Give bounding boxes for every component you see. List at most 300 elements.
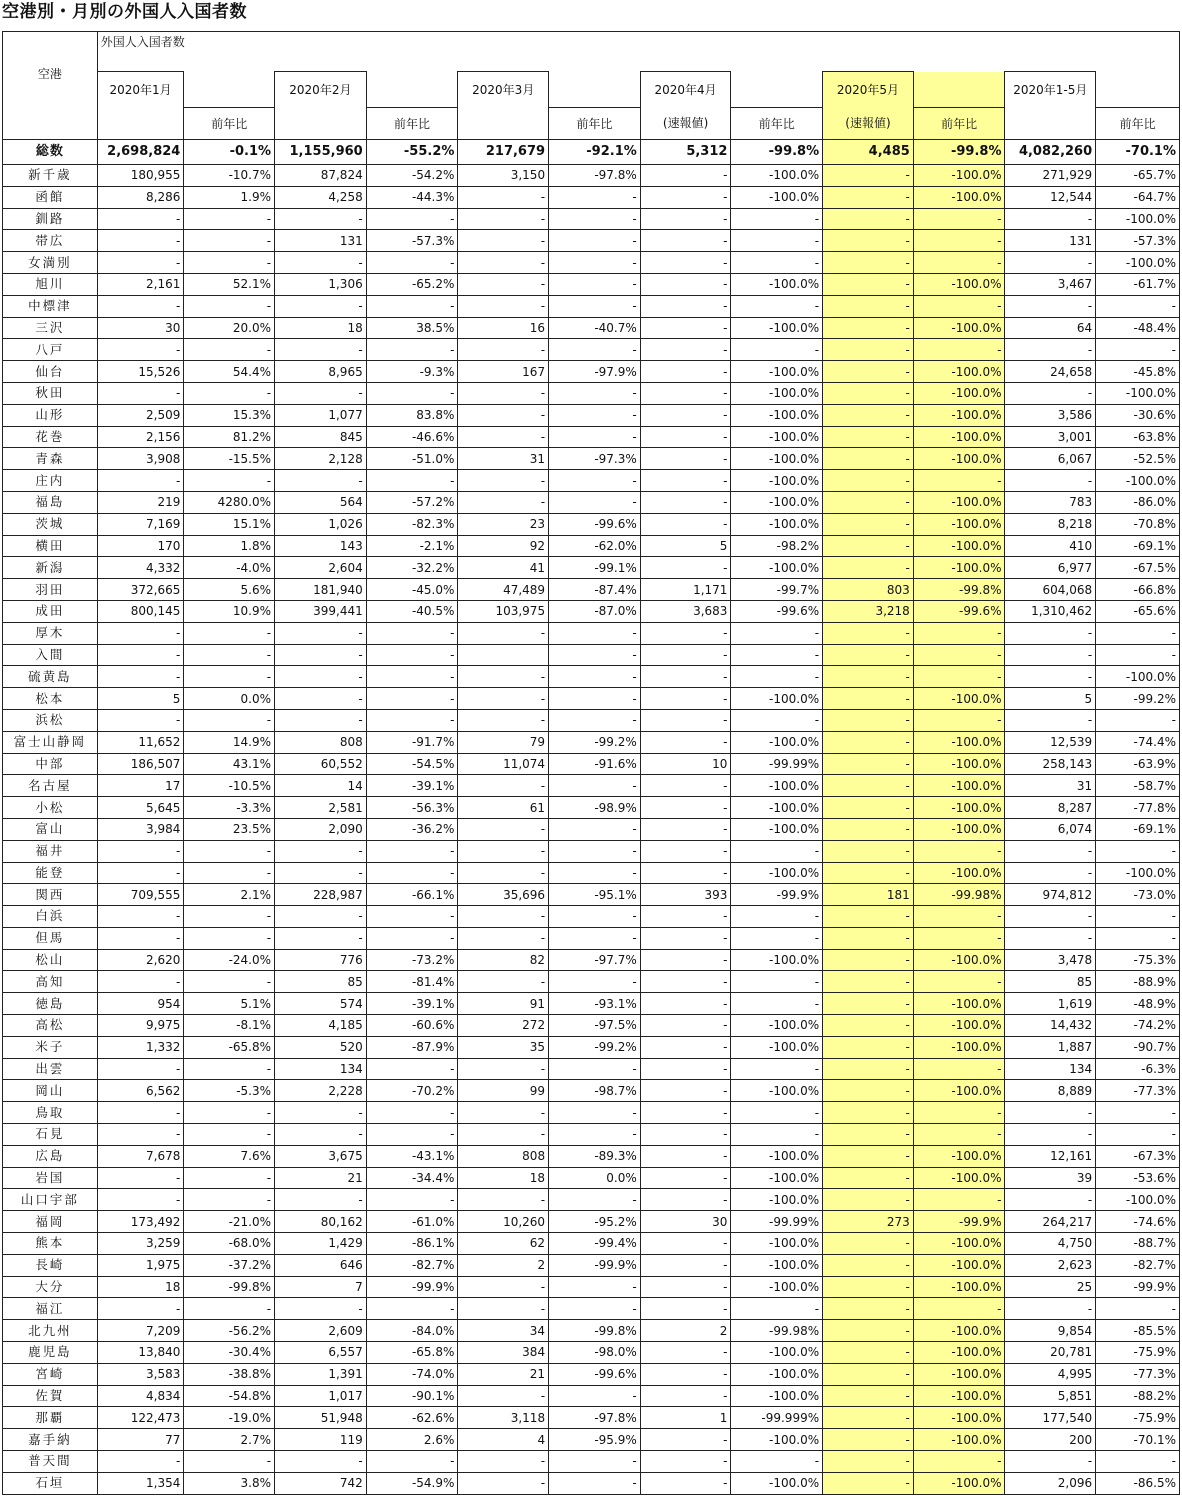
table-cell: - xyxy=(823,165,914,187)
table-cell: - xyxy=(1005,252,1096,274)
table-row xyxy=(3,688,1180,710)
total-cell: 5,312 xyxy=(640,140,731,165)
table-cell: -45.0% xyxy=(366,579,458,601)
table-cell: -54.8% xyxy=(184,1385,275,1407)
table-cell: 5,645 xyxy=(97,797,184,819)
table-cell: -65.6% xyxy=(1096,600,1180,622)
table-cell: - xyxy=(640,688,731,710)
airport-name: 福井 xyxy=(3,840,98,862)
airport-name: 能登 xyxy=(3,862,98,884)
table-cell: -100.0% xyxy=(913,1385,1005,1407)
table-cell: - xyxy=(275,927,367,949)
table-cell: 1.8% xyxy=(184,535,275,557)
table-cell: - xyxy=(366,208,458,230)
table-cell: -98.9% xyxy=(549,797,641,819)
table-cell: - xyxy=(366,927,458,949)
table-cell: - xyxy=(549,644,641,666)
table-cell: 410 xyxy=(1005,535,1096,557)
table-cell: - xyxy=(640,382,731,404)
table-cell: -97.3% xyxy=(549,448,641,470)
table-cell: 5 xyxy=(1005,688,1096,710)
table-cell: 79 xyxy=(458,731,549,753)
table-cell: - xyxy=(275,666,367,688)
table-cell: - xyxy=(1005,339,1096,361)
total-cell: 217,679 xyxy=(458,140,549,165)
table-cell: - xyxy=(458,404,549,426)
table-cell: -100.0% xyxy=(913,1254,1005,1276)
table-cell: - xyxy=(458,491,549,513)
table-cell: -30.6% xyxy=(1096,404,1180,426)
airport-name: 岡山 xyxy=(3,1080,98,1102)
table-row xyxy=(3,1058,1180,1080)
table-cell: -100.0% xyxy=(731,1342,823,1364)
table-cell: 2,090 xyxy=(275,818,367,840)
month-header-1: 2020年1月 xyxy=(97,72,184,108)
table-cell: 8,965 xyxy=(275,361,367,383)
table-cell: 3,683 xyxy=(640,600,731,622)
table-cell: - xyxy=(549,775,641,797)
table-cell: - xyxy=(275,622,367,644)
table-cell: - xyxy=(640,1254,731,1276)
table-cell: 122,473 xyxy=(97,1407,184,1429)
table-cell: 393 xyxy=(640,884,731,906)
table-cell: 1.9% xyxy=(184,186,275,208)
table-cell: 31 xyxy=(458,448,549,470)
table-cell: - xyxy=(458,818,549,840)
total-cell: -70.1% xyxy=(1096,140,1180,165)
table-cell: - xyxy=(823,252,914,274)
table-cell: -100.0% xyxy=(913,1015,1005,1037)
airport-name: 普天間 xyxy=(3,1451,98,1473)
table-cell: -21.0% xyxy=(184,1211,275,1233)
table-cell: - xyxy=(823,971,914,993)
table-cell: - xyxy=(184,622,275,644)
table-row xyxy=(3,1080,1180,1102)
airport-name: 鳥取 xyxy=(3,1102,98,1124)
table-cell: - xyxy=(1005,1102,1096,1124)
table-cell: -6.3% xyxy=(1096,1058,1180,1080)
table-cell: - xyxy=(1096,644,1180,666)
table-row xyxy=(3,818,1180,840)
yoy-header-5: 前年比 xyxy=(913,108,1005,140)
table-cell: - xyxy=(640,252,731,274)
table-row xyxy=(3,1124,1180,1146)
table-cell: 39 xyxy=(1005,1167,1096,1189)
table-cell: 12,544 xyxy=(1005,186,1096,208)
table-cell: - xyxy=(184,1167,275,1189)
table-cell: - xyxy=(549,339,641,361)
table-cell: 11,652 xyxy=(97,731,184,753)
table-cell: - xyxy=(97,906,184,928)
table-cell: 35,696 xyxy=(458,884,549,906)
table-cell: -100.0% xyxy=(913,382,1005,404)
table-cell: -100.0% xyxy=(731,317,823,339)
table-row xyxy=(3,1320,1180,1342)
table-cell: - xyxy=(823,709,914,731)
table-cell: 3,478 xyxy=(1005,949,1096,971)
table-cell: - xyxy=(184,1451,275,1473)
table-cell: - xyxy=(913,1124,1005,1146)
table-cell: 974,812 xyxy=(1005,884,1096,906)
table-cell: -99.1% xyxy=(549,557,641,579)
table-cell: - xyxy=(549,295,641,317)
table-cell: - xyxy=(458,1276,549,1298)
table-cell: - xyxy=(640,339,731,361)
table-row xyxy=(3,230,1180,252)
page-title: 空港別・月別の外国人入国者数 xyxy=(2,2,247,22)
total-cell: -99.8% xyxy=(731,140,823,165)
table-row xyxy=(3,1298,1180,1320)
table-cell: 24,658 xyxy=(1005,361,1096,383)
table-cell: - xyxy=(823,622,914,644)
table-cell: - xyxy=(549,426,641,448)
table-cell: - xyxy=(823,731,914,753)
table-cell: - xyxy=(275,1124,367,1146)
table-cell: - xyxy=(1005,666,1096,688)
table-cell: -100.0% xyxy=(913,753,1005,775)
airport-name: 新千歳 xyxy=(3,165,98,187)
table-cell: -54.5% xyxy=(366,753,458,775)
table-cell: -100.0% xyxy=(913,1036,1005,1058)
table-cell: 2,128 xyxy=(275,448,367,470)
total-row xyxy=(3,140,1180,165)
table-cell: 3,001 xyxy=(1005,426,1096,448)
table-cell: -98.0% xyxy=(549,1342,641,1364)
table-cell: - xyxy=(458,273,549,295)
table-row xyxy=(3,252,1180,274)
table-cell: - xyxy=(458,688,549,710)
table-cell: - xyxy=(640,1429,731,1451)
table-row xyxy=(3,906,1180,928)
table-cell: 12,161 xyxy=(1005,1145,1096,1167)
table-cell: - xyxy=(1096,1298,1180,1320)
table-cell: -57.2% xyxy=(366,491,458,513)
table-cell: - xyxy=(823,295,914,317)
table-cell: 12,539 xyxy=(1005,731,1096,753)
table-cell: - xyxy=(1005,208,1096,230)
table-cell: - xyxy=(640,208,731,230)
table-cell: - xyxy=(458,1189,549,1211)
airport-name: 松本 xyxy=(3,688,98,710)
table-cell: -73.2% xyxy=(366,949,458,971)
table-cell: - xyxy=(97,252,184,274)
table-cell: - xyxy=(731,927,823,949)
airport-name: 山口宇部 xyxy=(3,1189,98,1211)
table-cell: 2.1% xyxy=(184,884,275,906)
table-cell: 808 xyxy=(458,1145,549,1167)
table-cell: -98.7% xyxy=(549,1080,641,1102)
table-cell: - xyxy=(640,993,731,1015)
table-cell: - xyxy=(1005,295,1096,317)
table-cell: 742 xyxy=(275,1472,367,1494)
table-cell: - xyxy=(549,273,641,295)
sub-header-total xyxy=(1005,108,1096,140)
table-cell: -100.0% xyxy=(913,317,1005,339)
table-row xyxy=(3,295,1180,317)
table-cell: -100.0% xyxy=(731,404,823,426)
table-cell: 15.3% xyxy=(184,404,275,426)
table-cell: - xyxy=(184,971,275,993)
table-cell: -100.0% xyxy=(913,273,1005,295)
table-row xyxy=(3,927,1180,949)
table-cell: - xyxy=(823,1407,914,1429)
table-cell: -64.7% xyxy=(1096,186,1180,208)
table-row xyxy=(3,361,1180,383)
table-cell: 10,260 xyxy=(458,1211,549,1233)
table-cell: - xyxy=(184,1058,275,1080)
month-header-spacer-4 xyxy=(731,72,823,108)
table-cell: -19.0% xyxy=(184,1407,275,1429)
table-cell: - xyxy=(366,840,458,862)
table-cell: -100.0% xyxy=(1096,1189,1180,1211)
table-cell: -100.0% xyxy=(731,165,823,187)
table-cell: 167 xyxy=(458,361,549,383)
table-cell: -99.99% xyxy=(731,1211,823,1233)
table-cell: -99.9% xyxy=(1096,1276,1180,1298)
table-cell: - xyxy=(549,491,641,513)
table-cell: - xyxy=(823,1363,914,1385)
table-cell: -10.5% xyxy=(184,775,275,797)
table-row xyxy=(3,1385,1180,1407)
table-cell: 103,975 xyxy=(458,600,549,622)
table-cell: - xyxy=(275,252,367,274)
table-cell: 31 xyxy=(1005,775,1096,797)
table-cell: -97.5% xyxy=(549,1015,641,1037)
sub-header-1 xyxy=(97,108,184,140)
table-cell: - xyxy=(640,186,731,208)
table-row xyxy=(3,644,1180,666)
table-cell: 1,306 xyxy=(275,273,367,295)
table-cell: 173,492 xyxy=(97,1211,184,1233)
table-cell: 1,354 xyxy=(97,1472,184,1494)
table-cell: -100.0% xyxy=(913,818,1005,840)
table-cell: 119 xyxy=(275,1429,367,1451)
table-cell: - xyxy=(1096,1102,1180,1124)
table-cell: - xyxy=(549,840,641,862)
table-cell: - xyxy=(731,1102,823,1124)
table-cell: -100.0% xyxy=(913,1145,1005,1167)
table-row xyxy=(3,513,1180,535)
airport-name: 那覇 xyxy=(3,1407,98,1429)
table-cell: - xyxy=(549,906,641,928)
table-cell: -100.0% xyxy=(913,688,1005,710)
table-cell: - xyxy=(549,622,641,644)
table-cell: - xyxy=(275,470,367,492)
table-cell: -100.0% xyxy=(1096,862,1180,884)
table-cell: - xyxy=(640,404,731,426)
table-cell: - xyxy=(731,1298,823,1320)
table-cell: -54.2% xyxy=(366,165,458,187)
table-cell: - xyxy=(823,208,914,230)
table-cell: - xyxy=(731,709,823,731)
table-cell: - xyxy=(823,862,914,884)
table-cell: 574 xyxy=(275,993,367,1015)
table-cell: - xyxy=(1005,622,1096,644)
table-row xyxy=(3,884,1180,906)
table-cell: 20.0% xyxy=(184,317,275,339)
airport-name: 成田 xyxy=(3,600,98,622)
table-cell: 5 xyxy=(640,535,731,557)
table-cell: 43.1% xyxy=(184,753,275,775)
table-cell: - xyxy=(184,295,275,317)
airport-name: 硫黄島 xyxy=(3,666,98,688)
table-cell: 1 xyxy=(640,1407,731,1429)
table-cell: - xyxy=(823,339,914,361)
airport-name: 佐賀 xyxy=(3,1385,98,1407)
table-cell: -63.8% xyxy=(1096,426,1180,448)
table-cell: 21 xyxy=(275,1167,367,1189)
table-cell: - xyxy=(640,1233,731,1255)
table-cell: - xyxy=(275,644,367,666)
table-cell: - xyxy=(823,1254,914,1276)
airport-name: 三沢 xyxy=(3,317,98,339)
table-cell: -100.0% xyxy=(913,1320,1005,1342)
table-cell: - xyxy=(823,557,914,579)
month-header-4: 2020年4月 xyxy=(640,72,731,108)
table-cell: -100.0% xyxy=(731,818,823,840)
table-cell: 8,218 xyxy=(1005,513,1096,535)
table-cell: -91.6% xyxy=(549,753,641,775)
airport-name: 松山 xyxy=(3,949,98,971)
table-cell: -100.0% xyxy=(913,426,1005,448)
table-cell: 5.6% xyxy=(184,579,275,601)
table-cell: - xyxy=(549,1124,641,1146)
table-cell: -95.2% xyxy=(549,1211,641,1233)
table-cell: -56.3% xyxy=(366,797,458,819)
airport-name: 但馬 xyxy=(3,927,98,949)
table-cell: -100.0% xyxy=(913,731,1005,753)
table-cell: - xyxy=(823,273,914,295)
table-cell: -60.6% xyxy=(366,1015,458,1037)
airport-name: 北九州 xyxy=(3,1320,98,1342)
table-cell: - xyxy=(640,1080,731,1102)
table-cell: 18 xyxy=(458,1167,549,1189)
table-cell: 181 xyxy=(823,884,914,906)
table-cell: 5,851 xyxy=(1005,1385,1096,1407)
airport-name: 名古屋 xyxy=(3,775,98,797)
airport-name: 米子 xyxy=(3,1036,98,1058)
table-cell: -100.0% xyxy=(731,382,823,404)
table-cell: -73.0% xyxy=(1096,884,1180,906)
table-cell: 181,940 xyxy=(275,579,367,601)
table-cell: - xyxy=(1096,1124,1180,1146)
table-cell: -100.0% xyxy=(731,1233,823,1255)
table-cell: - xyxy=(458,382,549,404)
table-cell: - xyxy=(823,906,914,928)
table-cell: - xyxy=(97,295,184,317)
table-cell: - xyxy=(458,208,549,230)
table-row xyxy=(3,1363,1180,1385)
month-header-spacer-2 xyxy=(366,72,458,108)
table-cell: - xyxy=(731,339,823,361)
table-cell: 2,156 xyxy=(97,426,184,448)
table-cell: - xyxy=(458,1472,549,1494)
table-cell: - xyxy=(366,295,458,317)
table-cell: -75.9% xyxy=(1096,1342,1180,1364)
table-cell: -99.98% xyxy=(731,1320,823,1342)
table-cell: -30.4% xyxy=(184,1342,275,1364)
table-cell: 60,552 xyxy=(275,753,367,775)
table-cell: -56.2% xyxy=(184,1320,275,1342)
table-cell: -100.0% xyxy=(913,949,1005,971)
table-cell: -99.99% xyxy=(731,753,823,775)
table-cell: 228,987 xyxy=(275,884,367,906)
table-cell: - xyxy=(913,1451,1005,1473)
table-cell: - xyxy=(731,906,823,928)
table-cell: 845 xyxy=(275,426,367,448)
airport-name: 八戸 xyxy=(3,339,98,361)
table-cell: - xyxy=(640,622,731,644)
table-cell: 4280.0% xyxy=(184,491,275,513)
table-cell: -74.2% xyxy=(1096,1015,1180,1037)
table-row xyxy=(3,775,1180,797)
table-cell: 2,620 xyxy=(97,949,184,971)
table-cell: -77.3% xyxy=(1096,1363,1180,1385)
table-cell: - xyxy=(458,186,549,208)
sub-header-2 xyxy=(275,108,367,140)
table-cell: - xyxy=(458,295,549,317)
table-cell: 709,555 xyxy=(97,884,184,906)
table-cell: - xyxy=(823,1058,914,1080)
table-cell: - xyxy=(823,470,914,492)
month-header-spacer-1 xyxy=(184,72,275,108)
table-cell: 23 xyxy=(458,513,549,535)
table-cell: - xyxy=(640,927,731,949)
table-cell: -62.0% xyxy=(549,535,641,557)
table-cell: 177,540 xyxy=(1005,1407,1096,1429)
table-row xyxy=(3,404,1180,426)
table-cell: -32.2% xyxy=(366,557,458,579)
table-cell: 25 xyxy=(1005,1276,1096,1298)
table-cell: - xyxy=(823,1080,914,1102)
table-cell: 92 xyxy=(458,535,549,557)
yoy-header-1: 前年比 xyxy=(184,108,275,140)
table-cell: 803 xyxy=(823,579,914,601)
table-row xyxy=(3,949,1180,971)
table-cell: 2.6% xyxy=(366,1429,458,1451)
table-cell: 80,162 xyxy=(275,1211,367,1233)
table-cell: - xyxy=(184,1102,275,1124)
table-cell: -57.3% xyxy=(1096,230,1180,252)
airport-name: 徳島 xyxy=(3,993,98,1015)
table-cell: - xyxy=(184,470,275,492)
table-cell: - xyxy=(184,862,275,884)
airport-name: 入間 xyxy=(3,644,98,666)
table-cell: 54.4% xyxy=(184,361,275,383)
group-header: 外国人入国者数 xyxy=(97,32,1179,72)
table-cell: - xyxy=(184,666,275,688)
table-cell: - xyxy=(823,1298,914,1320)
table-cell: -68.0% xyxy=(184,1233,275,1255)
total-cell: 1,155,960 xyxy=(275,140,367,165)
table-row xyxy=(3,1472,1180,1494)
table-cell: -99.2% xyxy=(549,731,641,753)
table-cell: -9.3% xyxy=(366,361,458,383)
table-cell: 14 xyxy=(275,775,367,797)
table-cell: -99.2% xyxy=(549,1036,641,1058)
table-cell: - xyxy=(1005,382,1096,404)
table-cell: - xyxy=(97,470,184,492)
table-cell: - xyxy=(731,666,823,688)
airport-name: 庄内 xyxy=(3,470,98,492)
table-cell: -65.2% xyxy=(366,273,458,295)
airport-name: 宮崎 xyxy=(3,1363,98,1385)
table-cell: - xyxy=(1005,1189,1096,1211)
table-row xyxy=(3,1429,1180,1451)
table-cell: -90.1% xyxy=(366,1385,458,1407)
table-cell: - xyxy=(823,1015,914,1037)
table-cell: - xyxy=(731,295,823,317)
